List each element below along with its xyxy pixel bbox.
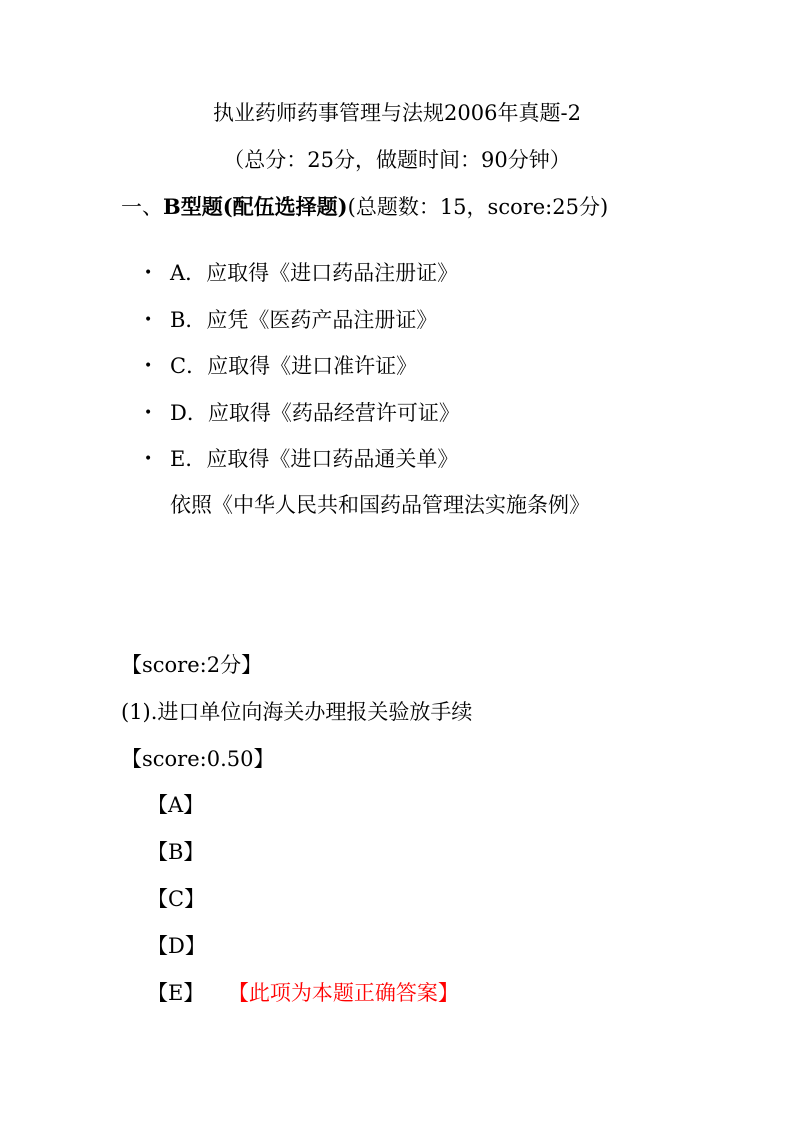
bullet-icon: • xyxy=(144,404,153,421)
option-text: C．应取得《进口准许证》 xyxy=(170,354,418,378)
answer-option-c xyxy=(147,884,459,931)
answer-option-b xyxy=(147,837,459,884)
option-text: A．应取得《进口药品注册证》 xyxy=(170,261,459,285)
section-prefix: 一、 xyxy=(121,195,163,219)
correct-answer-note: 【此项为本题正确答案】 xyxy=(238,981,459,1005)
option-item xyxy=(140,349,460,396)
answer-option-d xyxy=(147,931,459,978)
option-item xyxy=(140,396,460,443)
option-text: E．应取得《进口药品通关单》 xyxy=(170,447,459,471)
bullet-icon: • xyxy=(144,265,153,281)
sub-question-score: 【score:0.50】 xyxy=(121,747,275,771)
bullet-icon: • xyxy=(144,311,153,328)
exam-subtitle: （总分：25分，做题时间：90分钟） xyxy=(223,148,571,172)
section-heading xyxy=(121,192,608,222)
option-text: B．应凭《医药产品注册证》 xyxy=(170,307,438,332)
option-item xyxy=(140,442,460,489)
option-item xyxy=(140,303,460,350)
bullet-icon: • xyxy=(144,358,153,374)
question-text: (1).进口单位向海关办理报关验放手续 xyxy=(121,700,473,724)
question-score: 【score:2分】 xyxy=(121,653,263,677)
answer-label: 【A】 xyxy=(147,793,205,817)
answer-label: 【E】 xyxy=(147,981,205,1005)
section-name: B型题(配伍选择题) xyxy=(163,194,348,219)
exam-title: 执业药师药事管理与法规2006年真题-2 xyxy=(213,101,581,125)
option-text: D．应取得《药品经营许可证》 xyxy=(170,400,460,425)
option-list xyxy=(140,256,460,489)
answer-label: 【B】 xyxy=(147,840,205,864)
answer-list xyxy=(147,790,459,1025)
answer-option-e xyxy=(147,978,459,1025)
legal-basis: 依照《中华人民共和国药品管理法实施条例》 xyxy=(170,493,590,517)
bullet-icon: • xyxy=(144,451,153,467)
answer-label: 【C】 xyxy=(147,887,206,911)
answer-option-a xyxy=(147,790,459,837)
answer-label: 【D】 xyxy=(147,934,206,958)
option-item xyxy=(140,256,460,303)
section-meta: (总题数：15，score:25分) xyxy=(347,195,609,219)
